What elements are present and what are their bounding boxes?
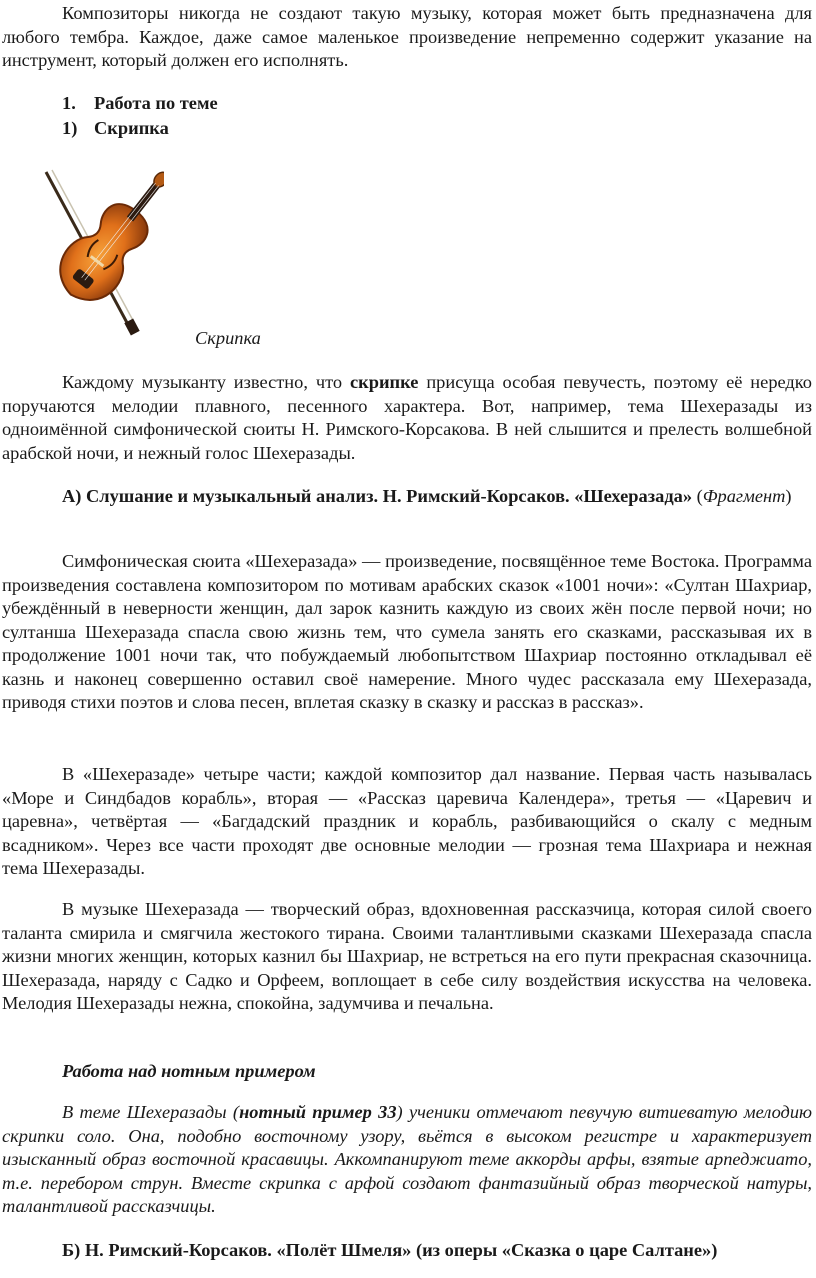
text-run: ( [692,486,703,506]
intro-paragraph: Композиторы никогда не создают такую музыку, которая может быть предназначена для любого тембра. Каждое, даже самое маленькое произведение непременно содержит указание на инструмент, который должен его исполнять. [2,3,812,70]
list-label: Работа по теме [94,93,218,113]
section-heading-a [2,485,812,509]
parts-paragraph: В «Шехеразаде» четыре части; каждой композитор дал название. Первая часть называлась «Море и Синдбадов корабль», вторая — «Рассказ царевича Календера», третья — «Царевич и царевна», четвёртая — «Багдадский праздник и корабль, разбивающийся о скалу с медным всадником». Через все части проходят две основные мелодии — грозная тема Шахриара и нежная тема Шехеразады. [2,764,812,878]
example-ref: нотный пример 33 [239,1102,397,1122]
list-number: 1) [62,118,78,138]
list-item-violin [62,117,169,140]
violin-paragraph [2,371,812,465]
text-run: В теме Шехеразады ( [62,1102,240,1122]
example-paragraph [2,1101,812,1219]
bold-term: скрипке [349,372,419,392]
work-heading: Работа над нотным примером [62,1061,316,1081]
violin-image [32,160,164,340]
figure-caption: Скрипка [195,328,261,348]
list-item-topic [62,92,218,115]
text-run: ) ученики отмечают певучую витиеватую мелодию скрипки соло. Она, подобно восточному узору, вьётся в высоком регистре и характеризует изысканный образ восточной красавицы. Аккомпанируют теме аккорды арфы, взятые арпеджиато, т.е. перебором струн. Вместе скрипка с арфой создают фантазийный образ творческой натуры, талантливой рассказчицы. [2,1102,813,1216]
heading-text: А) Слушание и музыкальный анализ. Н. Римский-Корсаков. «Шехеразада» [62,486,693,506]
list-label: Скрипка [94,118,169,138]
text-run: ) [785,486,792,506]
violin-body-icon [47,160,164,314]
section-heading-b: Б) Н. Римский-Корсаков. «Полёт Шмеля» (из оперы «Сказка о царе Салтане») [62,1240,718,1260]
text-run: Каждому музыканту известно, что [62,372,350,392]
image-paragraph: В музыке Шехеразада — творческий образ, вдохновенная рассказчица, которая силой своего таланта смирила и смягчила жестокого тирана. Своими талантливыми сказками Шехеразада спасла жизни многих женщин, которых казнил бы Шахриар, не встреться на его пути прекрасная сказочница. Шехеразада, наряду с Садко и Орфеем, воплощает в себе силу воздействия искусства на человека. Мелодия Шехеразады нежна, спокойна, задумчива и печальна. [2,899,812,1013]
text-run: присуща особая певучесть, поэтому её нередко поручаются мелодии плавного, песенного характера. Вот, например, тема Шехеразады из одноимённой симфонической сюиты Н. Римского-Корсакова. В ней слышится и прелесть волшебной арабской ночи, и нежный голос Шехеразады. [2,372,812,463]
heading-italic: Фрагмент [702,486,786,506]
suite-paragraph: Симфоническая сюита «Шехеразада» — произведение, посвящённое теме Востока. Программа произведения составлена композитором по мотивам арабских сказок «1001 ночи»: «Султан Шахриар, убеждённый в неверности женщин, дал зарок казнить каждую из своих жён после первой ночи; но султанша Шехеразада спасла свою жизнь тем, что сумела занять его сказками, рассказывая их в продолжение 1001 ночи так, что побуждаемый любопытством Шахриар постоянно откладывал её казнь и наконец совершенно оставил своё намерение. Много чудес рассказала ему Шехеразада, приводя стихи поэтов и слова песен, вплетая сказку в сказку и рассказ в рассказ». [2,551,812,712]
list-number: 1. [62,93,76,113]
